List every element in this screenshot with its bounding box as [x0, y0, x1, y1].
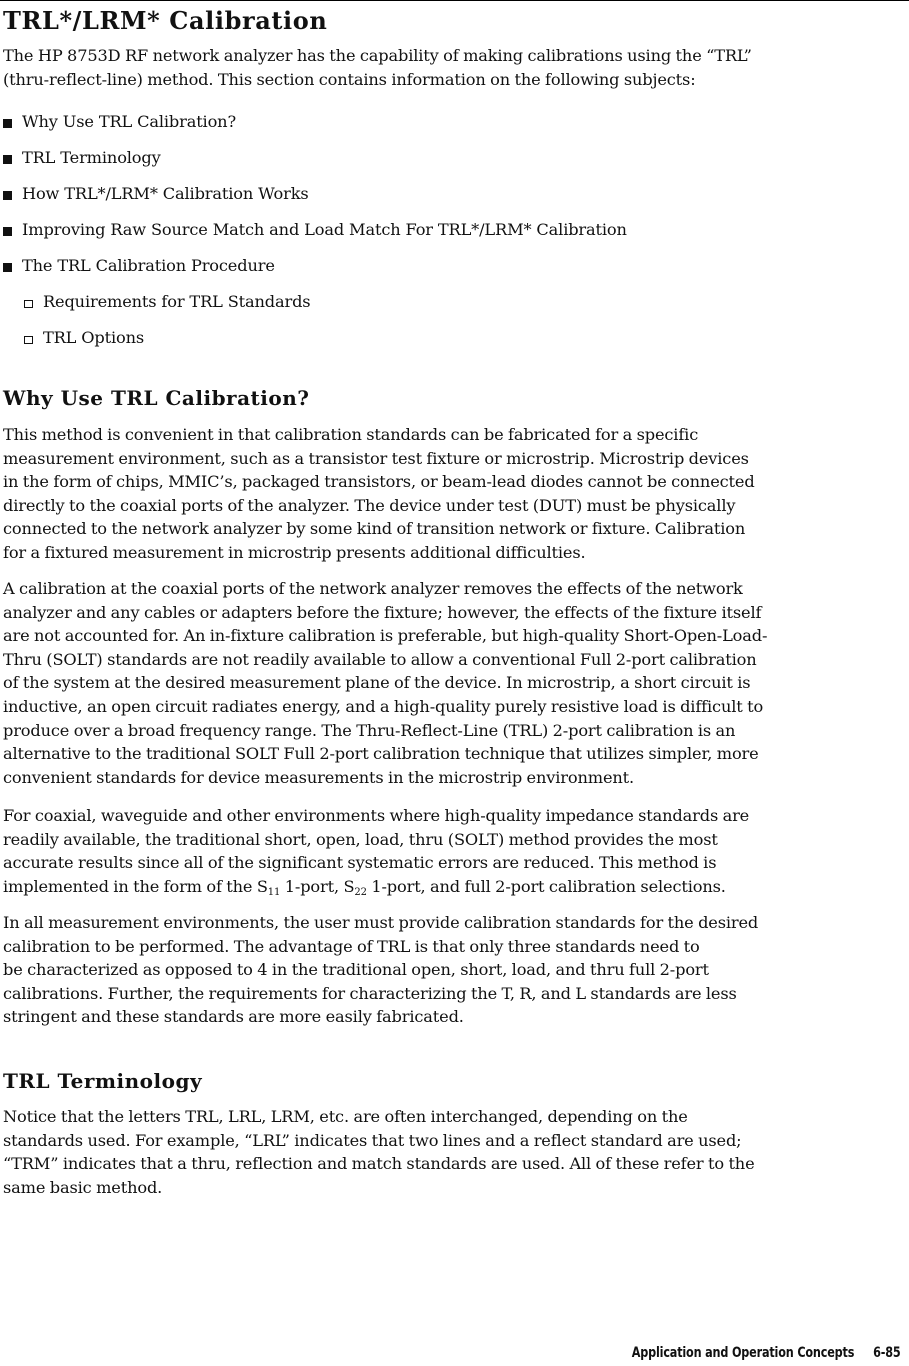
text-line: (thru-reflect-line) method. This section contains information on the following subjects:: [3, 69, 696, 89]
text-line: inductive, an open circuit radiates energy, and a high-quality purely resistive load is difficult to: [3, 696, 764, 716]
text-line: For coaxial, waveguide and other environments where high-quality impedance standards are: [3, 806, 750, 825]
page-number: 6-85: [873, 1345, 901, 1361]
top-rule: [0, 0, 909, 1]
why-paragraph-2: [3, 577, 767, 789]
text-fragment: implemented in the form of the S: [3, 876, 268, 896]
list-item-label: Requirements for TRL Standards: [43, 292, 311, 311]
why-paragraph-3: [3, 804, 749, 898]
filled-square-bullet-icon: [3, 119, 12, 128]
section-heading-why-trl: Why Use TRL Calibration?: [3, 386, 310, 410]
subscript: 11: [267, 886, 281, 898]
text-fragment: 1-port, S: [280, 876, 355, 896]
list-item-label: TRL Options: [43, 328, 145, 347]
text-line: “TRM” indicates that a thru, reflection and match standards are used. All of these refer to the: [3, 1154, 755, 1174]
list-item-label: The TRL Calibration Procedure: [22, 256, 275, 275]
text-line: alternative to the traditional SOLT Full 2-port calibration technique that utilizes simpler, more: [3, 744, 759, 764]
list-item-label: Improving Raw Source Match and Load Match For TRL*/LRM* Calibration: [22, 220, 627, 239]
subscript: 22: [354, 886, 367, 898]
text-line: Thru (SOLT) standards are not readily available to allow a conventional Full 2-port calibration: [3, 649, 757, 669]
text-line: directly to the coaxial ports of the analyzer. The device under test (DUT) must be physically: [3, 495, 736, 515]
footer-section-title: Application and Operation Concepts: [632, 1345, 855, 1361]
text-line: of the system at the desired measurement plane of the device. In microstrip, a short circuit is: [3, 673, 751, 693]
text-fragment: 1-port, and full 2-port calibration selections.: [366, 876, 726, 896]
page-title: TRL*/LRM* Calibration: [3, 6, 328, 35]
list-item-label: How TRL*/LRM* Calibration Works: [22, 184, 309, 203]
filled-square-bullet-icon: [3, 155, 12, 164]
page-footer: [632, 1345, 901, 1361]
text-line-with-subscripts: [3, 875, 749, 899]
filled-square-bullet-icon: [3, 227, 12, 236]
text-line: stringent and these standards are more easily fabricated.: [3, 1007, 464, 1027]
hollow-square-bullet-icon: [24, 300, 33, 308]
text-line: produce over a broad frequency range. The Thru-Reflect-Line (TRL) 2-port calibration is an: [3, 720, 736, 740]
filled-square-bullet-icon: [3, 263, 12, 272]
text-line: are not accounted for. An in-fixture calibration is preferable, but high-quality Short-Open-Load-: [3, 626, 768, 646]
text-line: A calibration at the coaxial ports of the network analyzer removes the effects of the network: [3, 579, 743, 598]
text-line: analyzer and any cables or adapters before the fixture; however, the effects of the fixture itself: [3, 602, 762, 622]
list-item-label: TRL Terminology: [22, 148, 161, 167]
why-paragraph-1: [3, 423, 755, 565]
text-line: be characterized as opposed to 4 in the traditional open, short, load, and thru full 2-port: [3, 960, 709, 980]
text-line: connected to the network analyzer by some kind of transition network or fixture. Calibration: [3, 519, 746, 539]
text-line: accurate results since all of the significant systematic errors are reduced. This method is: [3, 853, 717, 873]
filled-square-bullet-icon: [3, 191, 12, 200]
terminology-paragraph: [3, 1105, 755, 1199]
text-line: standards used. For example, “LRL” indicates that two lines and a reflect standard are used;: [3, 1130, 742, 1150]
text-line: readily available, the traditional short, open, load, thru (SOLT) method provides the most: [3, 829, 718, 849]
intro-paragraph: [3, 44, 752, 91]
text-line: convenient standards for device measurements in the microstrip environment.: [3, 767, 635, 787]
list-item-label: Why Use TRL Calibration?: [22, 112, 236, 131]
text-line: Notice that the letters TRL, LRL, LRM, etc. are often interchanged, depending on the: [3, 1107, 688, 1126]
text-line: measurement environment, such as a transistor test fixture or microstrip. Microstrip devices: [3, 448, 749, 468]
text-line: In all measurement environments, the user must provide calibration standards for the desired: [3, 913, 759, 932]
text-line: calibrations. Further, the requirements for characterizing the T, R, and L standards are less: [3, 983, 737, 1003]
text-line: in the form of chips, MMIC’s, packaged transistors, or beam-lead diodes cannot be connected: [3, 472, 755, 492]
text-line: same basic method.: [3, 1177, 163, 1197]
text-line: The HP 8753D RF network analyzer has the capability of making calibrations using the “TRL”: [3, 46, 752, 65]
why-paragraph-4: [3, 911, 758, 1029]
text-line: for a fixtured measurement in microstrip presents additional difficulties.: [3, 542, 586, 562]
text-line: calibration to be performed. The advantage of TRL is that only three standards need to: [3, 936, 700, 956]
text-line: This method is convenient in that calibration standards can be fabricated for a specific: [3, 425, 699, 444]
hollow-square-bullet-icon: [24, 336, 33, 344]
section-heading-terminology: TRL Terminology: [3, 1069, 203, 1093]
